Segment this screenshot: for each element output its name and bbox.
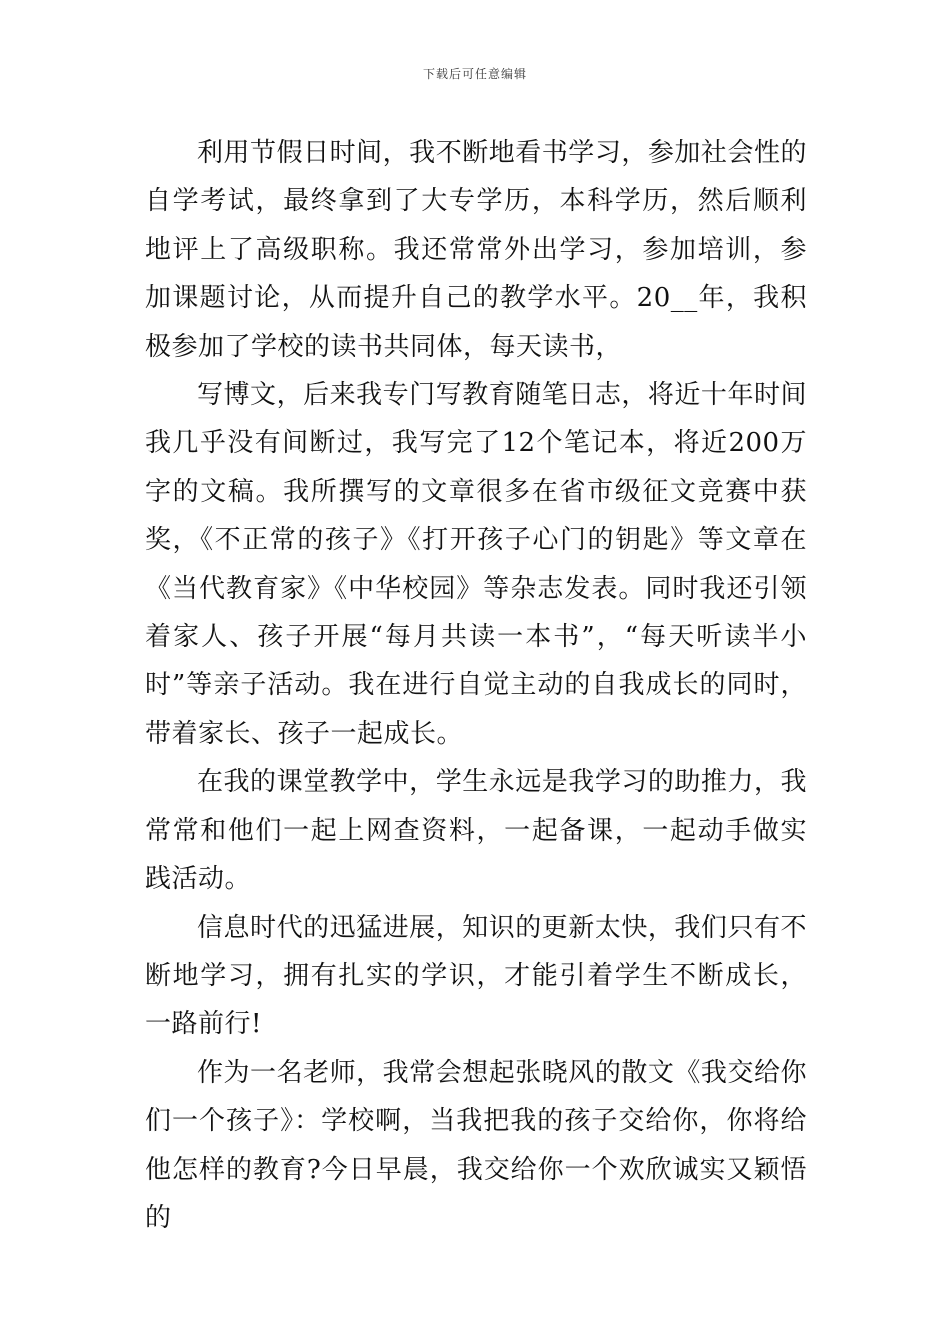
paragraph-2: 写博文，后来我专门写教育随笔日志，将近十年时间我几乎没有间断过，我写完了12个笔记本，将近200万字的文稿。我所撰写的文章很多在省市级征文竞赛中获奖，《不正常的孩子》《打开孩子心门的钥匙》等文章在《当代教育家》《中华校园》等杂志发表。同时我还引领着家人、孩子开展“每月共读一本书”，“每天听读半小时”等亲子活动。我在进行自觉主动的自我成长的同时，带着家长、孩子一起成长。: [145, 380, 807, 749]
document-body: [145, 129, 807, 1242]
paragraph-4: 信息时代的迅猛进展，知识的更新太快，我们只有不断地学习，拥有扎实的学识，才能引着学生不断成长，一路前行!: [145, 912, 807, 1040]
paragraph-1: 利用节假日时间，我不断地看书学习，参加社会性的自学考试，最终拿到了大专学历，本科学历，然后顺利地评上了高级职称。我还常常外出学习，参加培训，参加课题讨论，从而提升自己的教学水平。20__年，我积极参加了学校的读书共同体，每天读书，: [145, 138, 807, 362]
paragraph-3: 在我的课堂教学中，学生永远是我学习的助推力，我常常和他们一起上网查资料，一起备课，一起动手做实践活动。: [145, 767, 807, 895]
paragraph-5: 作为一名老师，我常会想起张晓风的散文《我交给你们一个孩子》：学校啊，当我把我的孩子交给你，你将给他怎样的教育?今日早晨，我交给你一个欢欣诚实又颖悟的: [145, 1057, 807, 1233]
page-header: 下载后可任意编辑: [422, 67, 527, 81]
